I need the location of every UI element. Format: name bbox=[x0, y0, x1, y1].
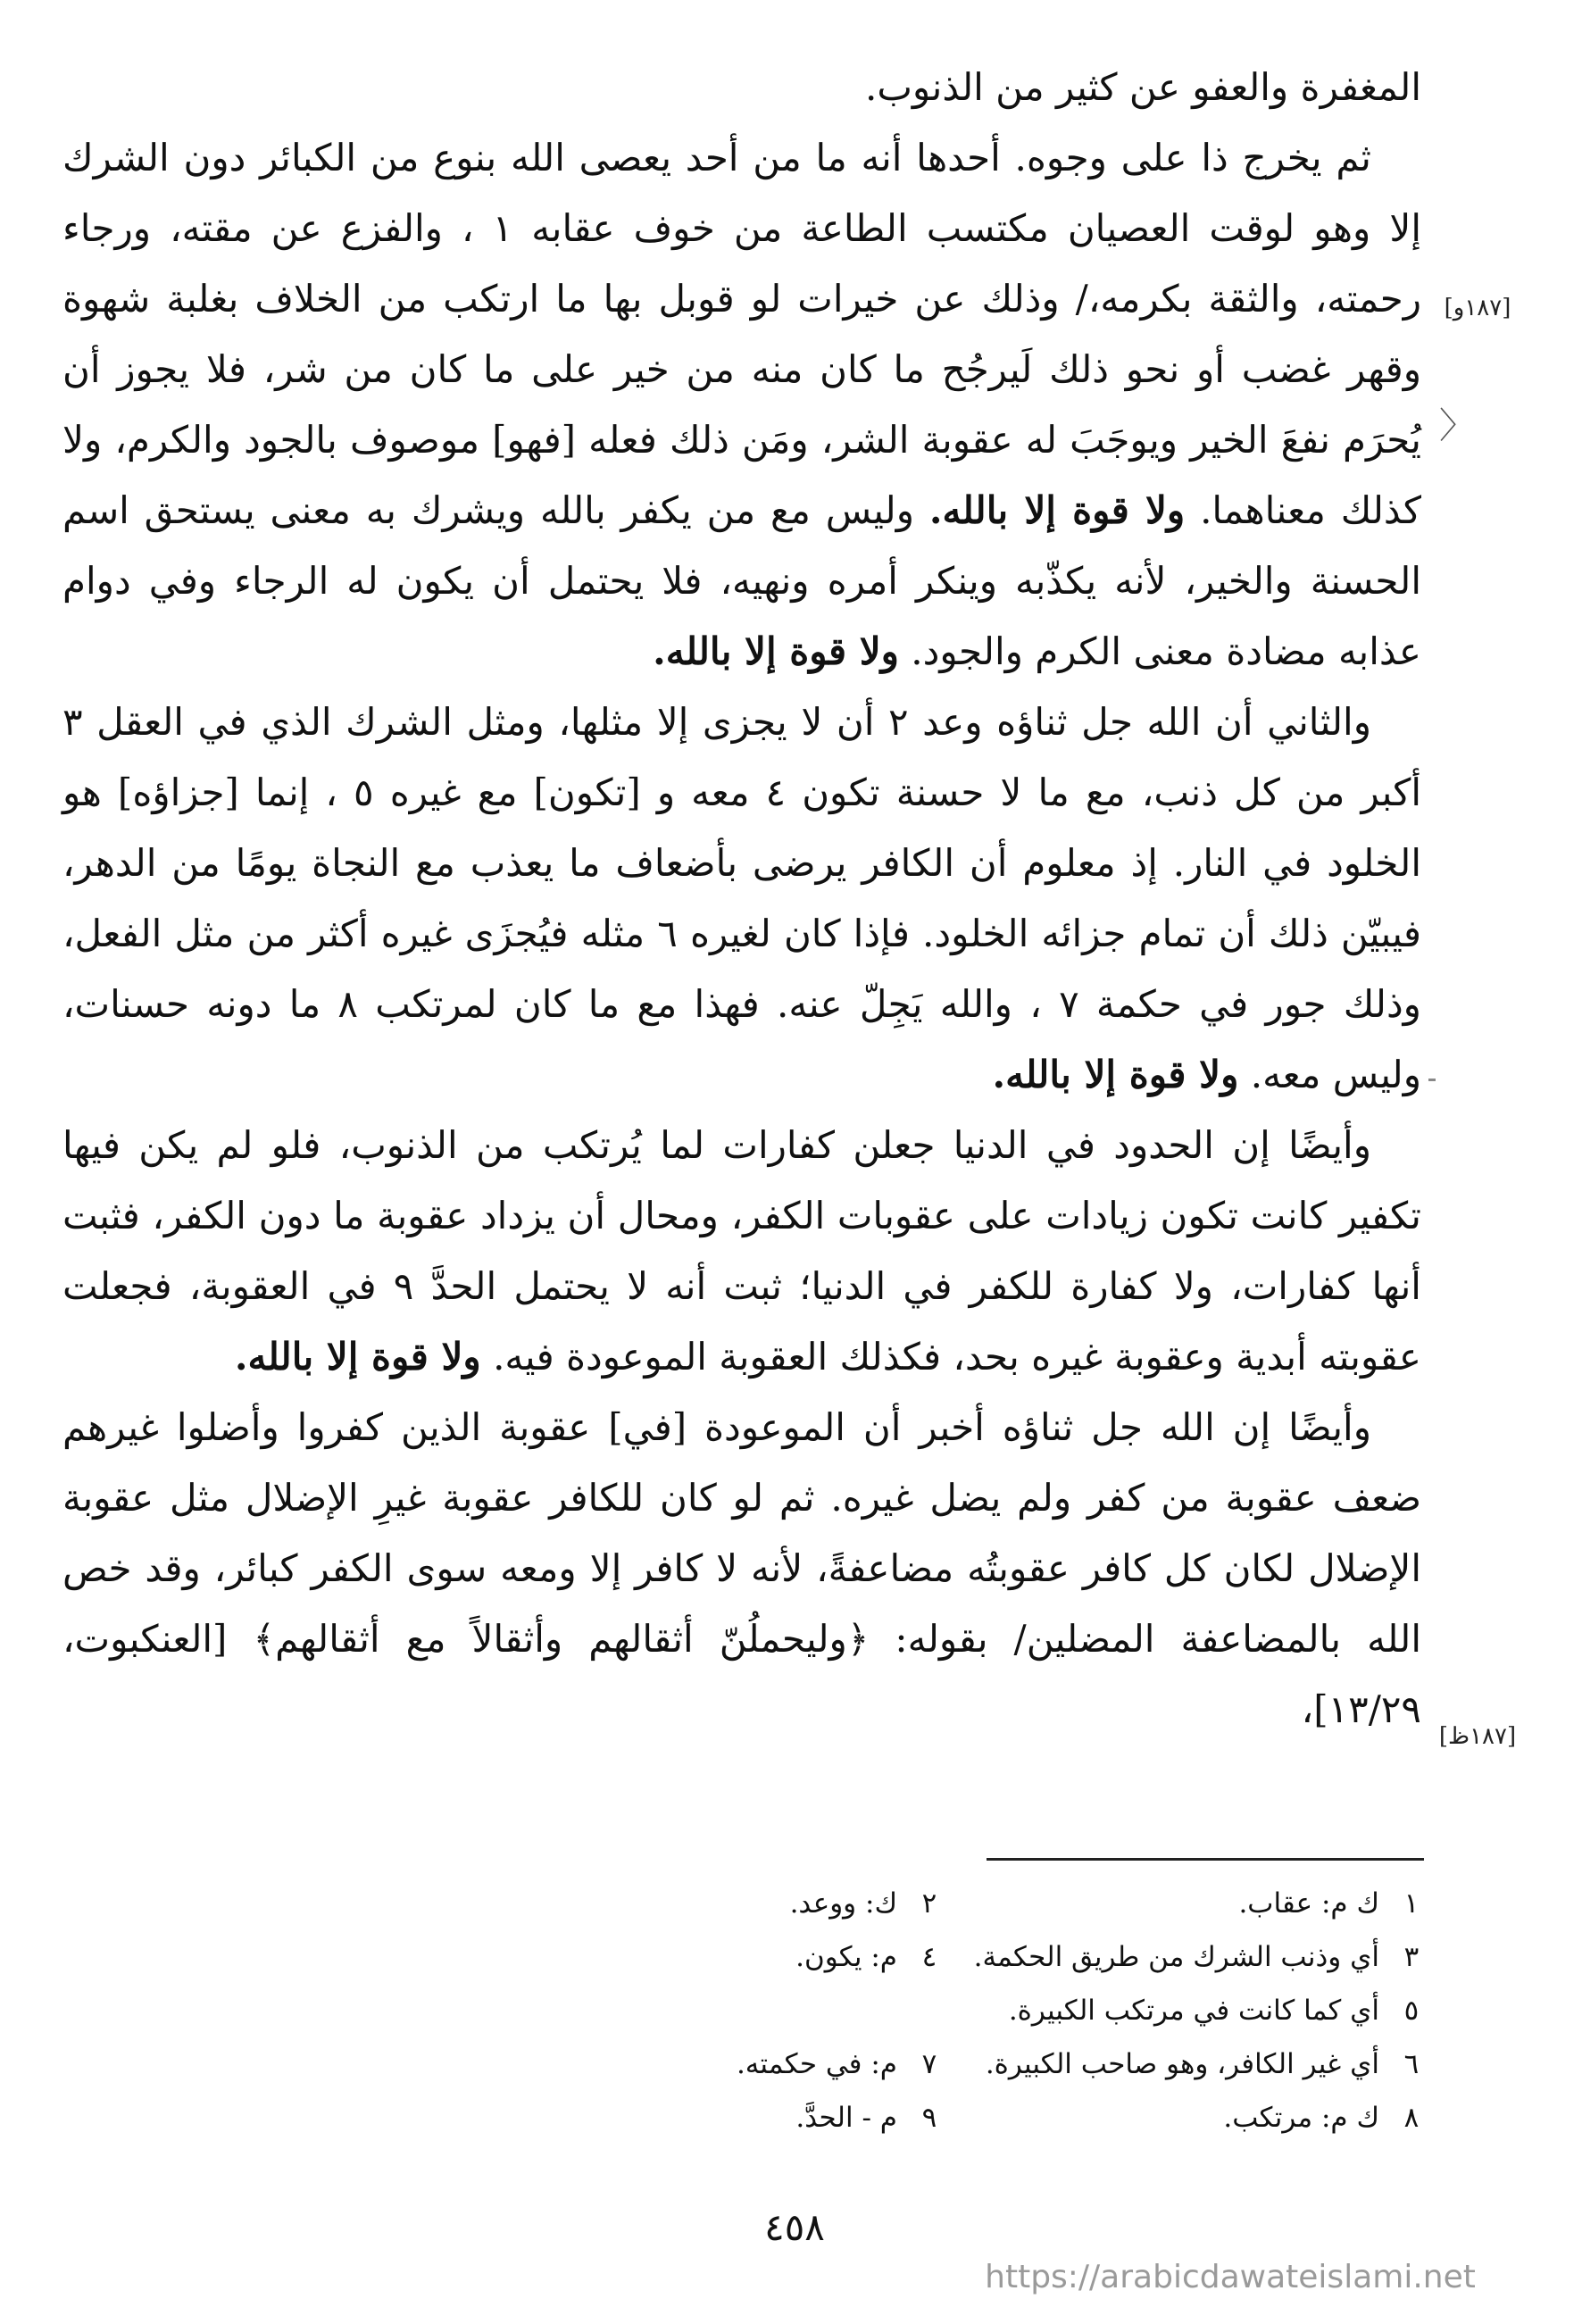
footnote-number: ٥ bbox=[1403, 1995, 1420, 2027]
paragraph-5-text: وأيضًا إن الله جل ثناؤه أخبر أن الموعودة [في] عقوبة الذين كفروا وأضلوا غيرهم ضعف عقوبة من كفر ولم يضل غيره. ثم لو كان للكافر عقوبة غيرِ الإضلال مثل عقوبة الإضلال لكان كل كافر عقوبتُه مضاعفةً، لأنه لا كافر إلا ومعه سوى الكفر كبائر، وقد خص الله بالمضاعفة المضلين/ بقوله: ﴿وليحملُنّ أثقالهم وأثقالاً مع أثقالهم﴾ [العنكبوت، ١٣/٢٩]، bbox=[62, 1405, 1421, 1731]
footnote-number bbox=[917, 1991, 942, 2030]
paragraph-1 bbox=[62, 52, 1421, 122]
footnote-text: ك م: عقاب. bbox=[1238, 1887, 1379, 1920]
paragraph-4-bold: ولا قوة إلا بالله. bbox=[234, 1335, 481, 1379]
watermark-url: https://arabicdawateislami.net bbox=[985, 2259, 1476, 2295]
footnote-text: أي وذنب الشرك من طريق الحكمة. bbox=[973, 1941, 1379, 1973]
paragraph-3-text: والثاني أن الله جل ثناؤه وعد ٢ أن لا يجزى إلا مثلها، ومثل الشرك الذي في العقل ٣ أكبر من كل ذنب، مع ما لا حسنة تكون ٤ معه و [تكون] مع غيره ٥ ، إنما [جزاؤه] هو الخلود في النار. إذ معلوم أن الكافر يرضى بأضعاف ما يعذب مع النجاة يومًا من الدهر، فيبيّن ذلك أن تمام جزائه الخلود. فإذا كان لغيره ٦ مثله فيُجزَى غيره أكثر من مثل الفعل، وذلك جور في حكمة ٧ ، والله يَجِلّ عنه. فهذا مع ما كان لمرتكب ٨ ما دونه حسنات، وليس معه. bbox=[62, 700, 1421, 1096]
paragraph-4-text: وأيضًا إن الحدود في الدنيا جعلن كفارات لما يُرتكب من الذنوب، فلو لم يكن فيها تكفير كانت تكون زيادات على عقوبات الكفر، ومحال أن يزداد عقوبة ما دون الكفر، فثبت أنها كفارات، ولا كفارة للكفر في الدنيا؛ ثبت أنه لا يحتمل الحدَّ ٩ في العقوبة، فجعلت عقوبته أبدية وعقوبة غيره بحد، فكذلك العقوبة الموعودة فيه. bbox=[62, 1123, 1421, 1379]
paragraph-2-text: ثم يخرج ذا على وجوه. أحدها أنه ما من أحد يعصى الله بنوع من الكبائر دون الشرك إلا وهو لوقت العصيان مكتسب الطاعة من خوف عقابه ١ ، والفزع عن مقته، ورجاء رحمته، والثقة بكرمه،/ وذلك عن خيرات لو قوبل بها ما ارتكب من الخلاف بغلبة شهوة وقهر غضب أو نحو ذلك لَيرجُح ما كان منه من خير على ما كان من شر، فلا يجوز أن يُحرَم نفعَ الخير ويوجَبَ له عقوبة الشر، ومَن ذلك فعله [فهو] موصوف بالجود والكرم، ولا كذلك معناهما. bbox=[62, 136, 1421, 532]
footnote-number: ٦ bbox=[1403, 2048, 1420, 2080]
folio-marker-recto: [١٨٧و] bbox=[1444, 295, 1511, 321]
paragraph-5 bbox=[62, 1392, 1421, 1745]
footnote-number: ٧ bbox=[921, 2048, 937, 2080]
paragraph-3 bbox=[62, 687, 1421, 1110]
footnote-text: م: يكون. bbox=[795, 1941, 897, 1973]
footnote-item bbox=[464, 2045, 942, 2084]
footnote-text: ك: ووعد. bbox=[789, 1887, 897, 1920]
footnote-number: ٩ bbox=[921, 2102, 937, 2134]
footnote-number: ٢ bbox=[921, 1887, 937, 1920]
folio-marker-verso: [١٨٧ظ] bbox=[1438, 1723, 1517, 1750]
paragraph-4 bbox=[62, 1110, 1421, 1392]
margin-tick bbox=[1428, 1079, 1436, 1081]
footnote-text: أي غير الكافر، وهو صاحب الكبيرة. bbox=[985, 2048, 1379, 2080]
footnotes-list bbox=[464, 1884, 1424, 2137]
footnote-item bbox=[942, 1937, 1424, 1977]
paragraph-2-tail: وليس مع من يكفر بالله ويشرك به معنى يستحق اسم الحسنة والخير، لأنه يكذّبه وينكر أمره ونهيه، فلا يحتمل أن يكون له الرجاء وفي دوام عذابه مضادة معنى الكرم والجود. bbox=[62, 488, 1421, 673]
footnote-number: ٣ bbox=[1403, 1941, 1420, 1973]
paragraph-3-bold: ولا قوة إلا بالله. bbox=[992, 1053, 1239, 1096]
footnote-text: م - الحدَّ. bbox=[795, 2102, 897, 2134]
footnote-item bbox=[464, 1991, 942, 2030]
page-number: ٤٥٨ bbox=[764, 2205, 825, 2249]
footnote-item bbox=[942, 1991, 1424, 2030]
footnote-item bbox=[942, 2098, 1424, 2137]
footnote-text: أي كما كانت في مرتكب الكبيرة. bbox=[1008, 1995, 1379, 2027]
main-text bbox=[62, 52, 1421, 1745]
footnote-text: ك م: مرتكب. bbox=[1223, 2102, 1379, 2134]
paragraph-2 bbox=[62, 122, 1421, 687]
footnote-item bbox=[464, 1937, 942, 1977]
footnote-item bbox=[464, 2098, 942, 2137]
margin-bracket-mark: 〉 bbox=[1439, 405, 1475, 446]
footnote-item bbox=[942, 2045, 1424, 2084]
footnote-number: ٨ bbox=[1403, 2102, 1420, 2134]
footnote-text: م: في حكمته. bbox=[736, 2048, 897, 2080]
footnote-item bbox=[942, 1884, 1424, 1923]
footnote-divider bbox=[987, 1858, 1424, 1861]
paragraph-1-text: المغفرة والعفو عن كثير من الذنوب. bbox=[865, 65, 1421, 109]
paragraph-2-bold: ولا قوة إلا بالله. bbox=[928, 488, 1186, 532]
paragraph-2-bold-2: ولا قوة إلا بالله. bbox=[653, 629, 899, 673]
footnote-item bbox=[464, 1884, 942, 1923]
footnote-number: ٤ bbox=[921, 1941, 937, 1973]
footnote-number: ١ bbox=[1403, 1887, 1420, 1920]
